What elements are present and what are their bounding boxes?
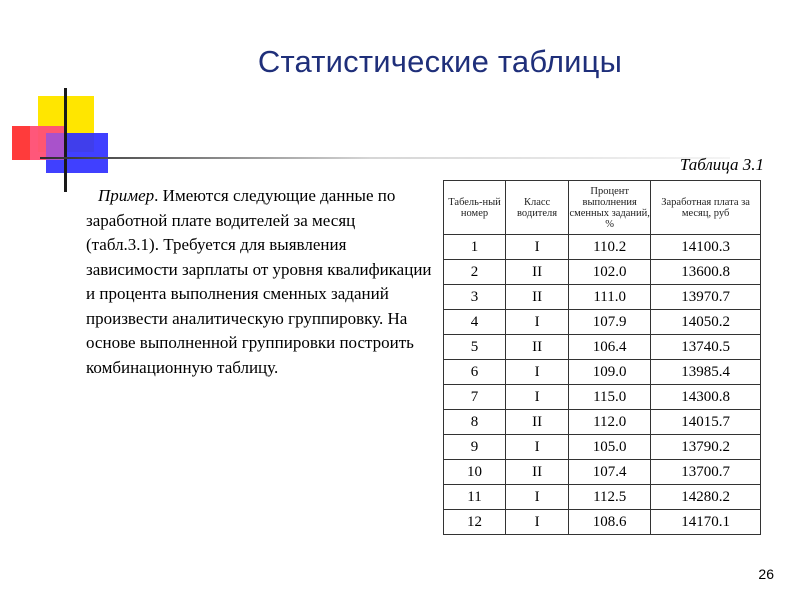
table-row (444, 360, 761, 385)
cell-salary: 13600.8 (651, 260, 761, 285)
cell-salary: 13740.5 (651, 335, 761, 360)
cell-tab-number: 8 (444, 410, 506, 435)
cell-task-percent: 107.4 (569, 460, 651, 485)
table-row (444, 285, 761, 310)
cell-salary: 14050.2 (651, 310, 761, 335)
cell-salary: 14300.8 (651, 385, 761, 410)
slide-title: Статистические таблицы (257, 44, 623, 79)
cell-driver-class: I (506, 360, 569, 385)
cell-task-percent: 111.0 (569, 285, 651, 310)
page-number: 26 (758, 566, 774, 582)
cell-driver-class: I (506, 310, 569, 335)
table-row (444, 385, 761, 410)
table-row (444, 435, 761, 460)
title-underline (40, 157, 370, 159)
cell-driver-class: I (506, 435, 569, 460)
cell-task-percent: 112.5 (569, 485, 651, 510)
cell-tab-number: 2 (444, 260, 506, 285)
table-row (444, 310, 761, 335)
table-row (444, 510, 761, 535)
table-row (444, 485, 761, 510)
decor-vertical-line (64, 88, 67, 192)
drivers-salary-table (443, 180, 761, 535)
cell-salary: 14100.3 (651, 235, 761, 260)
table-caption: Таблица 3.1 (679, 155, 764, 174)
cell-tab-number: 12 (444, 510, 506, 535)
cell-driver-class: I (506, 485, 569, 510)
table-row (444, 235, 761, 260)
table-row (444, 460, 761, 485)
example-lead: Пример (98, 186, 155, 205)
cell-driver-class: I (506, 510, 569, 535)
header-task-percent: Процент выполнения сменных заданий, % (569, 181, 651, 235)
cell-task-percent: 106.4 (569, 335, 651, 360)
cell-tab-number: 11 (444, 485, 506, 510)
header-salary: Заработная плата за месяц, руб (651, 181, 761, 235)
cell-task-percent: 115.0 (569, 385, 651, 410)
example-text: . Имеются следующие данные по заработной плате водителей за месяц (табл.3.1). Требуется для выявления зависимости зарплаты от уровня квалификации и процента выполнения сменных заданий произвести аналитическую группировку. На основе выполненной группировки построить комбинационную таблицу. (86, 186, 432, 377)
cell-tab-number: 10 (444, 460, 506, 485)
table-row (444, 335, 761, 360)
cell-tab-number: 6 (444, 360, 506, 385)
table-row (444, 410, 761, 435)
cell-task-percent: 107.9 (569, 310, 651, 335)
example-paragraph (86, 184, 432, 380)
cell-tab-number: 1 (444, 235, 506, 260)
cell-driver-class: II (506, 285, 569, 310)
cell-salary: 14170.1 (651, 510, 761, 535)
cell-salary: 13970.7 (651, 285, 761, 310)
table-header-row (444, 181, 761, 235)
cell-salary: 13700.7 (651, 460, 761, 485)
cell-driver-class: II (506, 410, 569, 435)
cell-driver-class: I (506, 235, 569, 260)
cell-task-percent: 105.0 (569, 435, 651, 460)
cell-driver-class: II (506, 460, 569, 485)
cell-task-percent: 102.0 (569, 260, 651, 285)
cell-task-percent: 108.6 (569, 510, 651, 535)
cell-tab-number: 9 (444, 435, 506, 460)
cell-task-percent: 112.0 (569, 410, 651, 435)
cell-salary: 14015.7 (651, 410, 761, 435)
cell-task-percent: 110.2 (569, 235, 651, 260)
header-tab-number: Табель-ный номер (444, 181, 506, 235)
cell-tab-number: 4 (444, 310, 506, 335)
cell-driver-class: I (506, 385, 569, 410)
cell-salary: 13790.2 (651, 435, 761, 460)
cell-driver-class: II (506, 260, 569, 285)
cell-tab-number: 7 (444, 385, 506, 410)
cell-salary: 13985.4 (651, 360, 761, 385)
table-row (444, 260, 761, 285)
cell-driver-class: II (506, 335, 569, 360)
cell-task-percent: 109.0 (569, 360, 651, 385)
decor-overlap-square (30, 126, 64, 160)
cell-tab-number: 3 (444, 285, 506, 310)
cell-tab-number: 5 (444, 335, 506, 360)
cell-salary: 14280.2 (651, 485, 761, 510)
header-driver-class: Класс водителя (506, 181, 569, 235)
